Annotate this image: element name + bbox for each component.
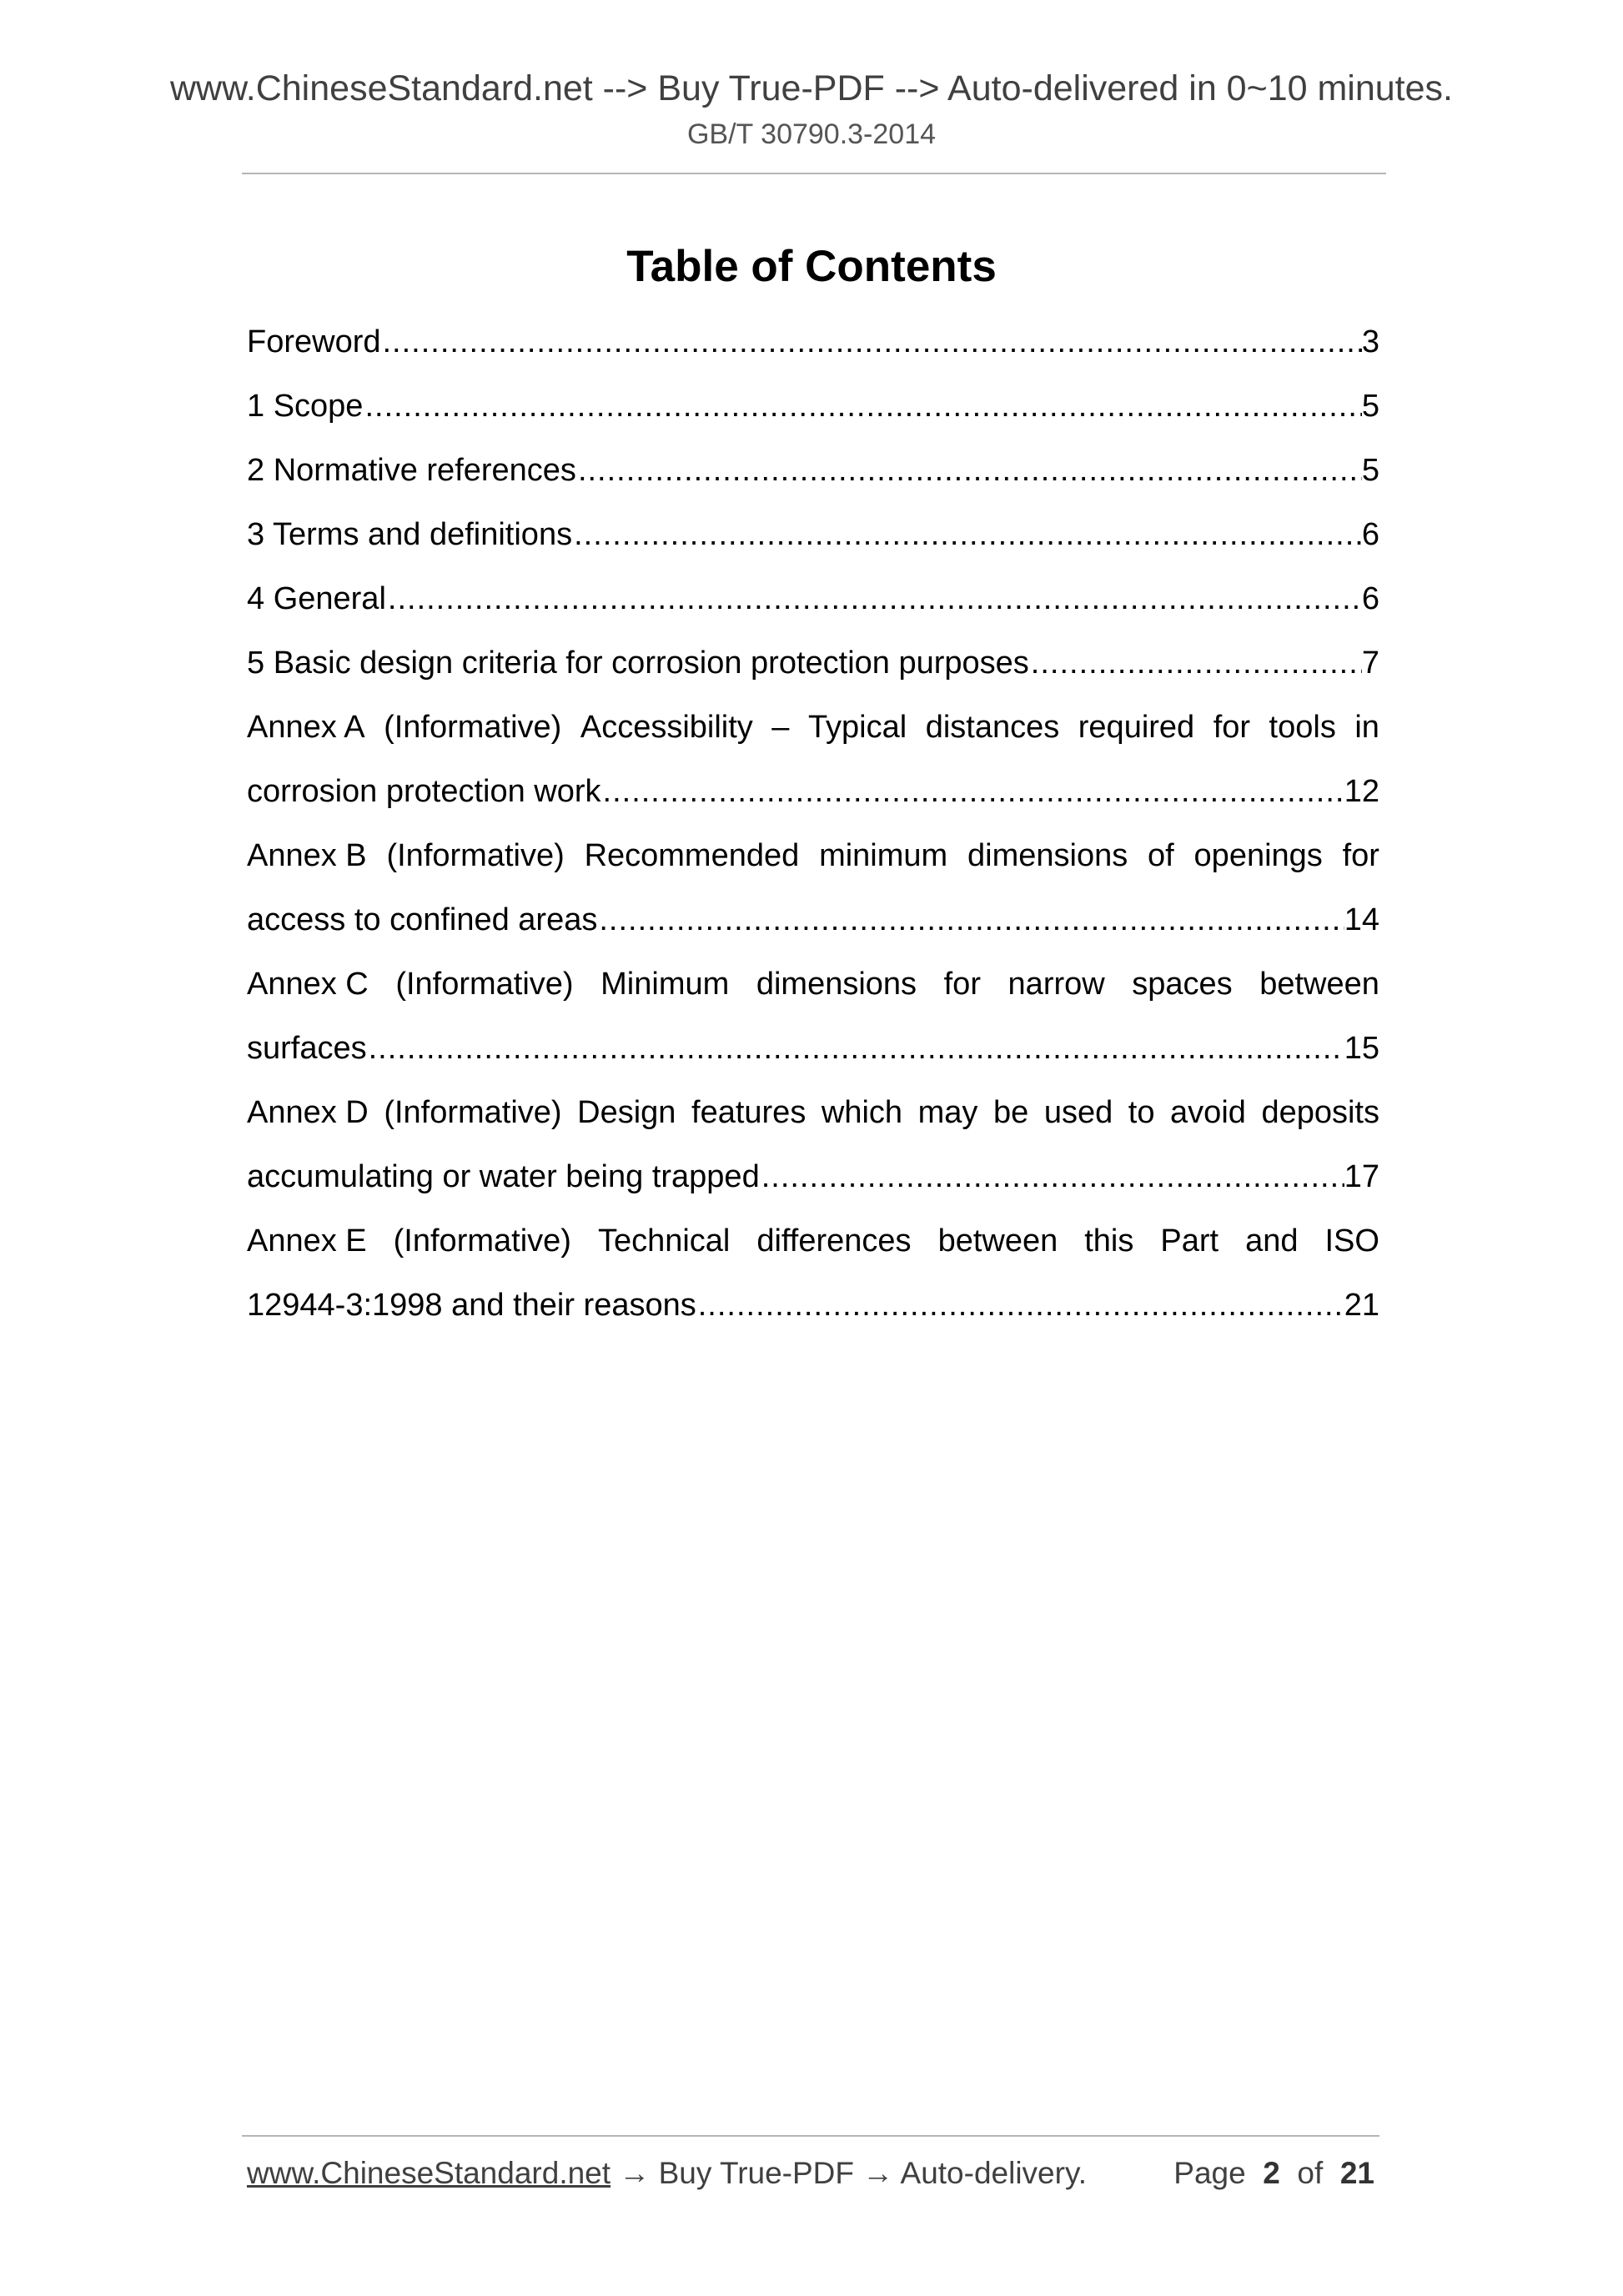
toc-entry-word: which [821,1095,903,1130]
toc-entry-word: used [1043,1095,1113,1130]
toc-entry-word: (Informative) [384,710,562,745]
toc-entry-row [247,760,1379,824]
toc-entry-label: corrosion protection work [247,774,601,809]
toc-entry-word: dimensions [756,967,917,1002]
toc-entry-word: features [691,1095,806,1130]
toc-entry[interactable] [247,696,1379,824]
toc-title: Table of Contents [626,242,997,291]
toc-entry-word: may [917,1095,978,1130]
toc-entry-word: Typical [807,710,907,745]
toc-dot-leader [367,1017,1344,1081]
toc-entry-word: Technical [597,1223,731,1259]
footer-divider [242,2135,1379,2137]
toc-entry-word: and [1245,1223,1299,1259]
toc-dot-leader [572,503,1362,567]
header-promo-text: www.ChineseStandard.net --> Buy True-PDF --> Auto-delivered in 0~10 minutes. [169,68,1453,108]
current-page-number: 2 [1263,2156,1280,2190]
toc-entry-label: Foreword [247,324,381,359]
toc-entry-row [247,1274,1379,1338]
toc-entry[interactable] [247,503,1379,567]
toc-entry-label: 5 Basic design criteria for corrosion protection purposes [247,646,1029,681]
toc-dot-leader [696,1274,1344,1338]
toc-entry-word: Minimum [600,967,730,1002]
toc-entry-page-number: 14 [1344,902,1379,937]
toc-entry-word: differences [756,1223,912,1259]
toc-entry-word: Annex A [247,710,365,745]
toc-entry-word: (Informative) [393,1223,571,1259]
toc-entry-word: between [937,1223,1058,1259]
toc-entry-page-number: 3 [1361,324,1379,359]
toc-dot-leader [381,310,1362,374]
toc-entry-word: dimensions [967,838,1128,873]
toc-entry-word: for [943,967,981,1002]
page-header [0,63,1623,153]
toc-entry-word: distances [925,710,1060,745]
toc-dot-leader [1029,631,1362,696]
toc-entry-word: (Informative) [386,838,565,873]
toc-entry-word: Annex E [247,1223,367,1259]
toc-entry-label: 4 General [247,581,386,616]
toc-dot-leader [601,760,1344,824]
toc-entry-word: tools [1269,710,1336,745]
toc-dot-leader [576,439,1362,503]
toc-entry-page-number: 6 [1361,517,1379,552]
toc-dot-leader [597,888,1344,952]
toc-entry-page-number: 5 [1361,389,1379,424]
page-label: Page [1173,2156,1246,2190]
toc-entry-word: – [771,710,790,745]
toc-entry-page-number: 15 [1344,1031,1379,1066]
toc-entry-title-line [247,696,1379,760]
toc-entry-row [247,888,1379,952]
toc-entry-word: Accessibility [580,710,753,745]
toc-entry-title-line [247,1209,1379,1274]
toc-entry-page-number: 17 [1344,1159,1379,1194]
toc-entry-word: this [1084,1223,1134,1259]
toc-entry-title-line [247,824,1379,888]
toc-entry-word: Part [1160,1223,1219,1259]
toc-entry-label: surfaces [247,1031,367,1066]
toc-entry-word: (Informative) [395,967,574,1002]
toc-entry-word: Recommended [584,838,800,873]
toc-entry-word: ISO [1324,1223,1379,1259]
toc-entry[interactable] [247,824,1379,952]
toc-entry[interactable] [247,374,1379,439]
footer-website-link[interactable]: www.ChineseStandard.net [247,2156,611,2190]
toc-entry-title-line [247,952,1379,1017]
toc-entry-word: minimum [819,838,948,873]
toc-entry-row [247,503,1379,567]
toc-entry-label: 1 Scope [247,389,364,424]
toc-entry[interactable] [247,1081,1379,1209]
toc-entry-row [247,567,1379,631]
toc-entry-word: Annex D [247,1095,369,1130]
toc-entry-row [247,1145,1379,1209]
toc-entry[interactable] [247,567,1379,631]
toc-entry-page-number: 6 [1361,581,1379,616]
toc-entry-word: required [1078,710,1195,745]
toc-entry-label: access to confined areas [247,902,598,937]
total-pages-number: 21 [1339,2156,1374,2190]
toc-entry-word: between [1259,967,1379,1002]
toc-entry-row [247,439,1379,503]
toc-entry-word: (Informative) [384,1095,562,1130]
toc-entry-row [247,631,1379,696]
toc-entry-word: in [1354,710,1379,745]
toc-entry-word: narrow [1007,967,1105,1002]
toc-entry-word: deposits [1261,1095,1379,1130]
toc-entry-word: Annex B [247,838,367,873]
page-indicator [1173,2148,1374,2198]
toc-entry-word: avoid [1170,1095,1246,1130]
toc-entry-page-number: 21 [1344,1288,1379,1323]
toc-entry-row [247,310,1379,374]
toc-entry[interactable] [247,631,1379,696]
header-standard-number: GB/T 30790.3-2014 [686,118,937,150]
toc-entry-word: Annex C [247,967,369,1002]
toc-entry-row [247,374,1379,439]
toc-entry-row [247,1017,1379,1081]
of-label: of [1297,2156,1324,2190]
toc-entry-title-line [247,1081,1379,1145]
toc-entry-page-number: 7 [1361,646,1379,681]
toc-entry-page-number: 5 [1361,453,1379,488]
toc-entry-word: of [1148,838,1174,873]
toc-entry[interactable] [247,310,1379,374]
toc-dot-leader [386,567,1362,631]
header-divider [242,173,1386,174]
toc-entry[interactable] [247,439,1379,503]
toc-entry-word: for [1213,710,1251,745]
toc-dot-leader [760,1145,1344,1209]
toc-entry-label: accumulating or water being trapped [247,1159,760,1194]
toc-entry-word: Design [577,1095,676,1130]
toc-entry-page-number: 12 [1344,774,1379,809]
toc-entry-word: for [1342,838,1379,873]
footer-delivery-text: → Buy True-PDF → Auto-delivery. [611,2156,1087,2190]
toc-entry-word: openings [1193,838,1323,873]
toc-entry-word: to [1128,1095,1155,1130]
toc-dot-leader [363,374,1361,439]
toc-entry-label: 12944-3:1998 and their reasons [247,1288,696,1323]
toc-entry-label: 3 Terms and definitions [247,517,573,552]
toc-entry-word: spaces [1132,967,1233,1002]
toc-entry-word: be [992,1095,1029,1130]
toc-entry[interactable] [247,952,1379,1081]
toc-entry[interactable] [247,1209,1379,1338]
table-of-contents [247,310,1379,1338]
page-footer [247,2148,1374,2198]
toc-entry-label: 2 Normative references [247,453,576,488]
